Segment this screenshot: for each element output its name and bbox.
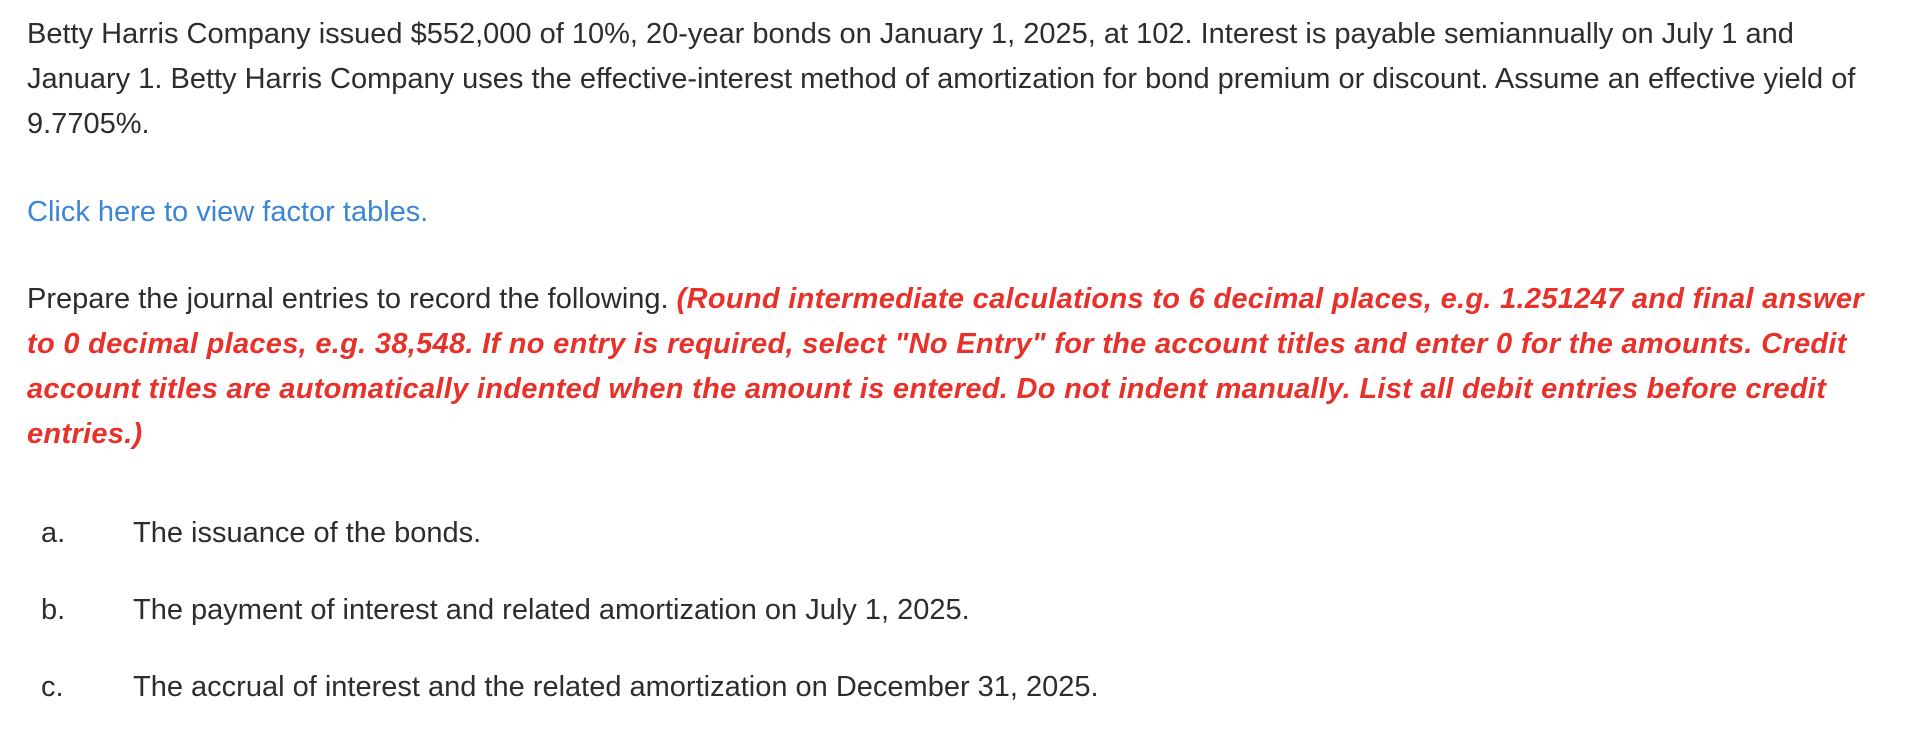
requirement-letter: c. (41, 671, 64, 703)
requirement-text: The payment of interest and related amortization on July 1, 2025. (133, 594, 970, 626)
requirement-item-b (27, 588, 1882, 633)
requirement-text: The accrual of interest and the related amortization on December 31, 2025. (133, 671, 1099, 703)
requirement-item-a (27, 511, 1882, 556)
instructions (27, 277, 1882, 457)
problem-statement: Betty Harris Company issued $552,000 of 10%, 20-year bonds on January 1, 2025, at 102. Interest is payable semiannually on July 1 and January 1. Betty Harris Company uses the effective-interest method of amortization for bond premium or discount. Assume an effective yield of 9.7705%. (27, 18, 1856, 140)
rounding-note: (Round intermediate calculations to 6 decimal places, e.g. 1.251247 and final answer to 0 decimal places, e.g. 38,548. If no entry is required, select "No Entry" for the account titles and enter 0 for the amounts. Credit account titles are automatically indented when the amount is entered. Do not indent manually. List all debit entries before credit entries.) (27, 283, 1864, 450)
requirement-text: The issuance of the bonds. (133, 517, 482, 549)
factor-tables-link[interactable]: Click here to view factor tables. (27, 196, 429, 228)
instructions-lead: Prepare the journal entries to record the following. (27, 283, 669, 315)
requirement-item-c (27, 665, 1882, 710)
requirement-letter: a. (41, 517, 66, 549)
requirement-list (27, 511, 1882, 710)
requirement-letter: b. (41, 594, 66, 626)
